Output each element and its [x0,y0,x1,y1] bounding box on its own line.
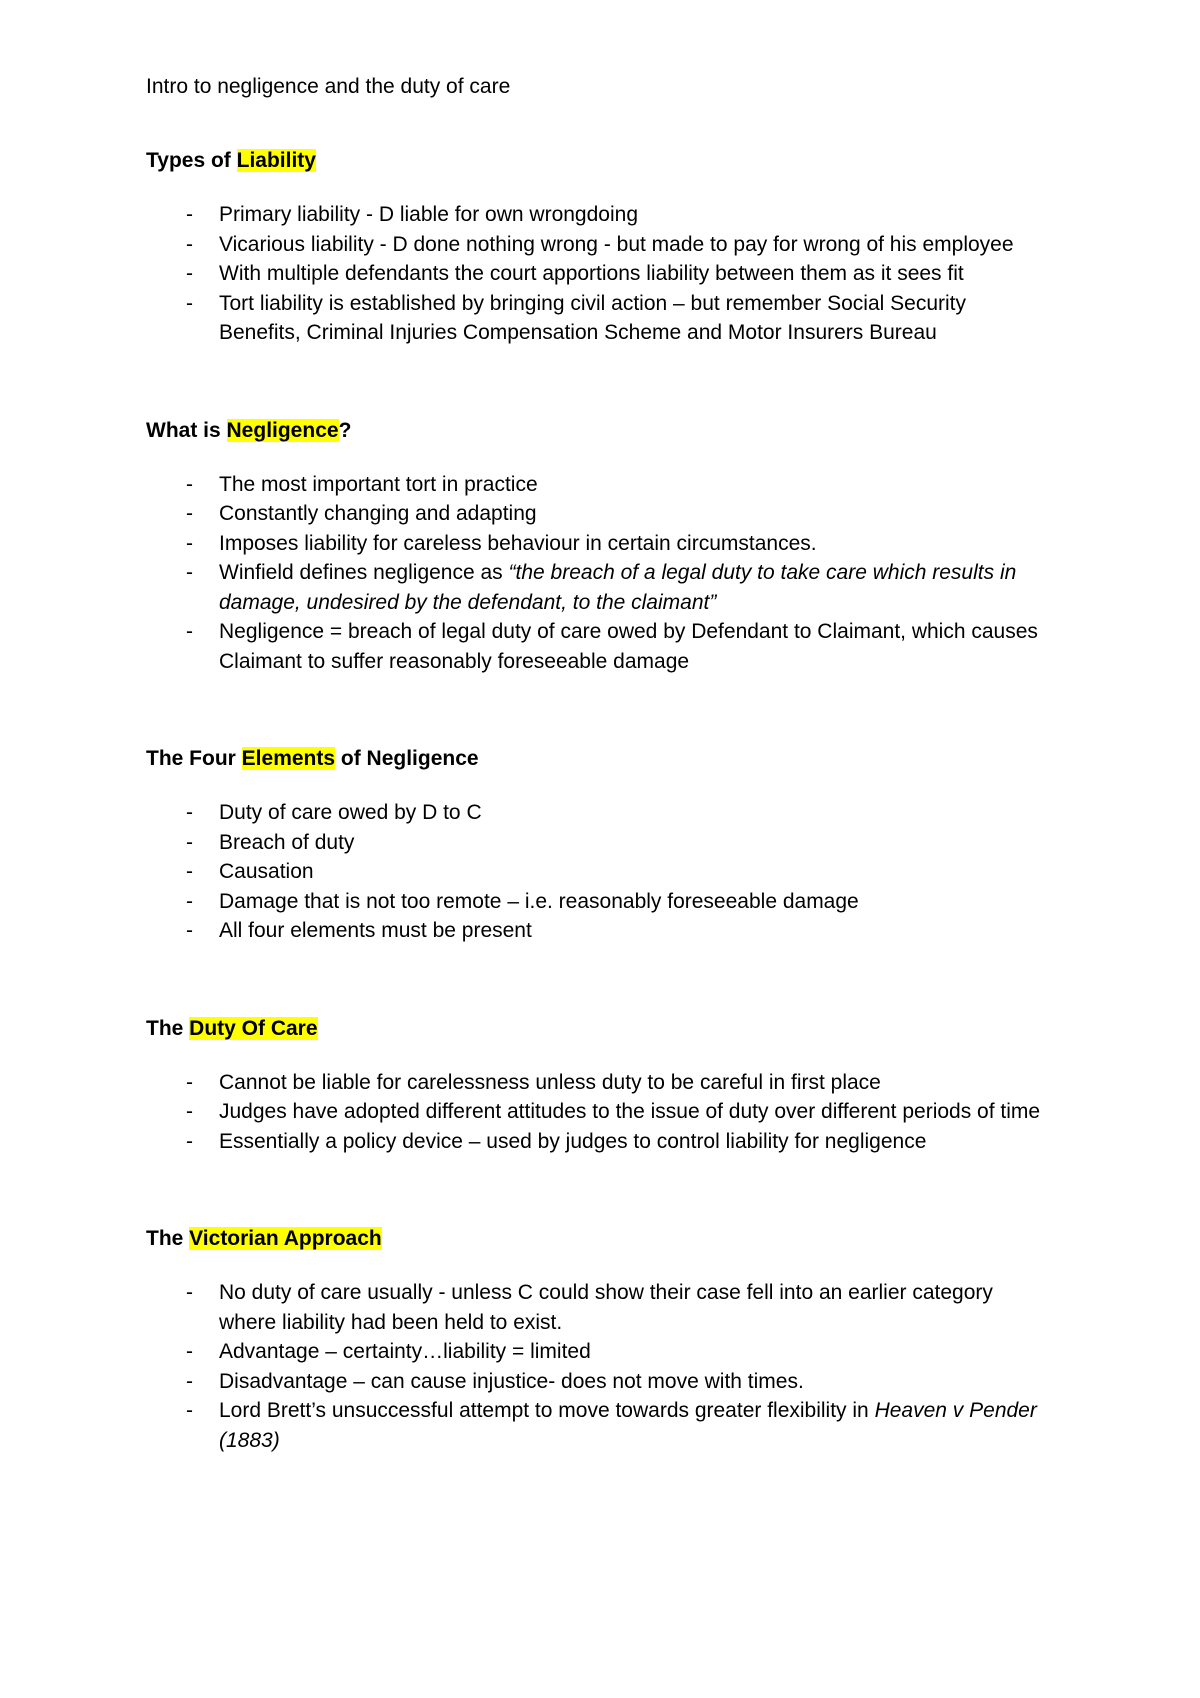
list-item-text: Imposes liability for careless behaviour in certain circumstances. [219,531,817,555]
heading-text: Types of [146,149,237,172]
bullet-dash: - [186,472,193,496]
bullet-dash: - [186,561,193,584]
list-item [146,230,1050,260]
list-item [146,499,1050,529]
heading-text: The [146,1016,190,1040]
list-item-text: Lord Brett’s unsuccessful attempt to move towards greater flexibility in [219,1399,875,1422]
section-heading [146,1014,1050,1044]
list-item-text: Breach of duty [219,830,355,854]
section [146,1224,1050,1455]
list-item-text: Tort liability is established by bringing civil action – but remember Social Security Benefits, Criminal Injuries Compensation Scheme and Motor Insurers Bureau [219,291,966,344]
list-item-text: Primary liability - D liable for own wrongdoing [219,203,638,226]
list-item-text: Negligence = breach of legal duty of care owed by Defendant to Claimant, which causes Claimant to suffer reasonably foreseeable damage [219,620,1038,673]
bullet-dash: - [186,889,193,913]
list-item [146,1337,1050,1367]
list-item [146,1278,1050,1337]
section [146,416,1050,745]
document-body [146,146,1050,1455]
heading-text: The Four [146,747,242,770]
section-spacer [146,1156,1050,1224]
list-item-text: Vicarious liability - D done nothing wrong - but made to pay for wrong of his employee [219,232,1014,256]
list-item [146,916,1050,946]
list-item [146,617,1050,676]
heading-highlight: Negligence [226,418,339,442]
list-item [146,887,1050,917]
list-item [146,470,1050,500]
list-item [146,1127,1050,1157]
list-item-text: Constantly changing and adapting [219,502,537,525]
bullet-dash: - [186,502,193,525]
bullet-dash: - [186,801,193,824]
list-item-text: Cannot be liable for carelessness unless duty to be careful in first place [219,1070,881,1094]
section [146,744,1050,1014]
bullet-dash: - [186,291,193,315]
list-item [146,1068,1050,1098]
section-heading [146,1224,1050,1254]
section [146,146,1050,416]
list-item [146,259,1050,289]
bullet-list [146,200,1050,348]
list-item-text: Winfield defines negligence as [219,561,509,584]
heading-highlight: Victorian Approach [189,1227,382,1250]
section [146,1014,1050,1225]
heading-text: ? [338,418,352,442]
list-item-text: Advantage – certainty…liability = limited [219,1340,591,1363]
list-item-text: Disadvantage – can cause injustice- does not move with times. [219,1369,804,1393]
bullet-dash: - [186,620,193,643]
list-item [146,1097,1050,1127]
bullet-list [146,798,1050,946]
section-spacer [146,946,1050,1014]
heading-text: of Negligence [335,747,479,770]
bullet-dash: - [186,262,193,285]
list-item-text: Duty of care owed by D to C [219,801,482,824]
list-item-text: Damage that is not too remote – i.e. reasonably foreseeable damage [219,889,859,913]
list-item [146,200,1050,230]
list-item [146,828,1050,858]
bullet-dash: - [186,830,193,854]
section-spacer [146,676,1050,744]
bullet-dash: - [186,531,193,555]
heading-text: The [146,1227,190,1250]
bullet-dash: - [186,1399,193,1422]
section-heading [146,416,1050,446]
document-title: Intro to negligence and the duty of care [146,75,511,98]
list-item [146,529,1050,559]
heading-highlight: Elements [241,747,336,770]
list-item-text: No duty of care usually - unless C could show their case fell into an earlier category where liability had been held to exist. [219,1281,993,1334]
list-item-text: Causation [219,860,314,883]
bullet-dash: - [186,1100,193,1123]
bullet-dash: - [186,1281,193,1304]
list-item [146,798,1050,828]
list-item [146,1367,1050,1397]
list-item [146,558,1050,617]
section-heading [146,146,1050,176]
bullet-dash: - [186,1129,193,1153]
bullet-dash: - [186,1340,193,1363]
list-item-text: With multiple defendants the court apportions liability between them as it sees fit [219,262,964,285]
bullet-dash: - [186,860,193,883]
list-item-text: Judges have adopted different attitudes to the issue of duty over different periods of time [219,1100,1041,1123]
heading-text: What is [146,418,227,442]
section-heading [146,744,1050,774]
list-item-text: All four elements must be present [219,919,532,942]
bullet-dash: - [186,919,193,942]
list-item [146,289,1050,348]
section-spacer [146,348,1050,416]
bullet-list [146,470,1050,677]
list-item-italic-text: “the breach of a legal duty to take care which results in damage, undesired by the defendant, to the claimant” [219,561,1017,614]
list-item-text: The most important tort in practice [219,472,538,496]
list-item [146,857,1050,887]
heading-highlight: Liability [236,149,316,172]
bullet-list [146,1068,1050,1157]
bullet-dash: - [186,232,193,256]
bullet-dash: - [186,203,193,226]
bullet-dash: - [186,1369,193,1393]
list-item [146,1396,1050,1455]
heading-highlight: Duty Of Care [189,1016,318,1040]
list-item-text: Essentially a policy device – used by judges to control liability for negligence [219,1129,927,1153]
bullet-list [146,1278,1050,1455]
bullet-dash: - [186,1070,193,1094]
list-item-italic-text: Heaven v Pender (1883) [219,1399,1037,1452]
